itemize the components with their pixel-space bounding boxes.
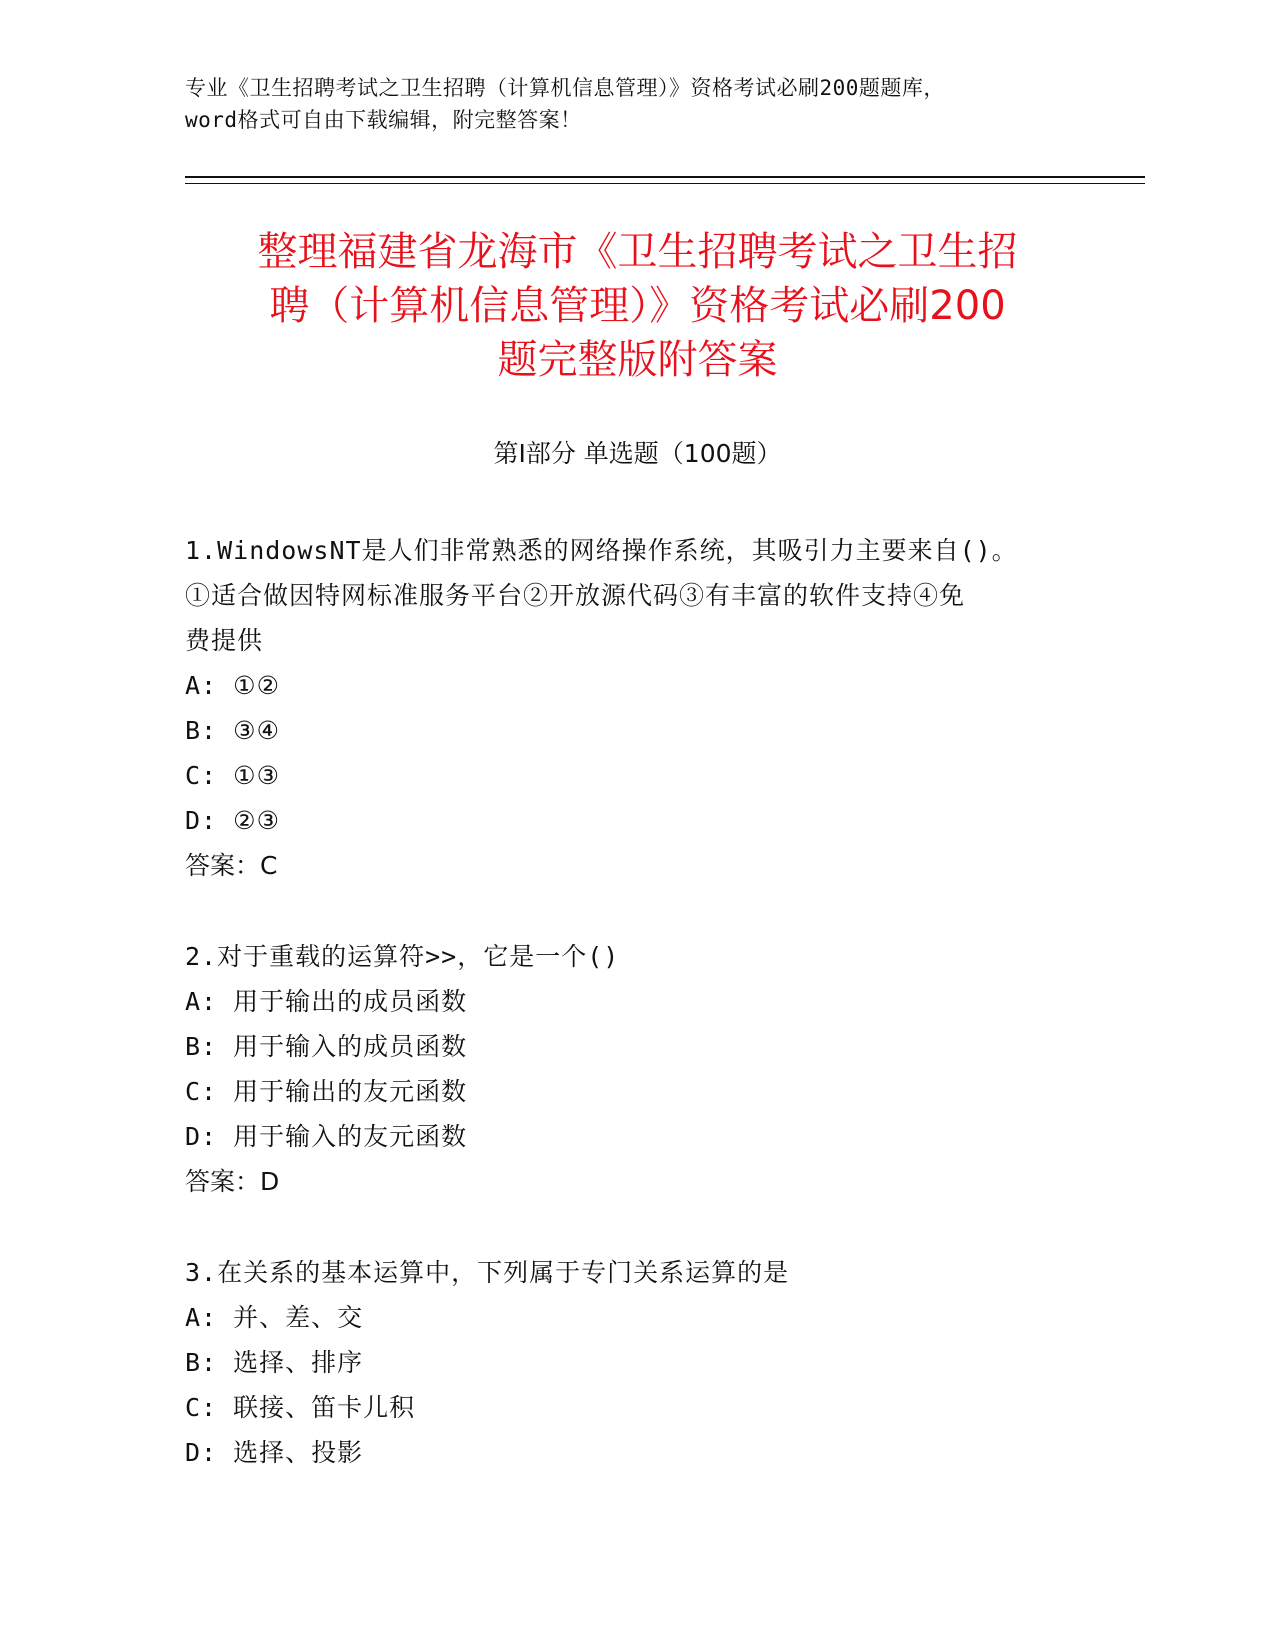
answer-line: 答案：D xyxy=(185,1167,280,1196)
option-a: A: 并、差、交 xyxy=(185,1303,364,1332)
question-stem-line: 1.WindowsNT是人们非常熟悉的网络操作系统，其吸引力主要来自()。 xyxy=(185,536,1018,565)
question-stem-line: 费提供 xyxy=(185,626,264,655)
header-divider-thick xyxy=(185,176,1145,178)
option-d: D: 用于输入的友元函数 xyxy=(185,1122,468,1151)
question-stem-line: ①适合做因特网标准服务平台②开放源代码③有丰富的软件支持④免 xyxy=(185,581,966,610)
header-divider-thin xyxy=(185,183,1145,184)
option-d: D: ②③ xyxy=(185,806,280,835)
document-title-line-1: 整理福建省龙海市《卫生招聘考试之卫生招 xyxy=(257,229,1018,275)
option-c: C: 联接、笛卡儿积 xyxy=(185,1393,416,1422)
document-title-line-3: 题完整版附答案 xyxy=(497,337,778,383)
option-b: B: 选择、排序 xyxy=(185,1348,364,1377)
option-c: C: ①③ xyxy=(185,761,280,790)
question-list xyxy=(185,528,1090,1521)
document-title-line-2: 聘（计算机信息管理）》资格考试必刷200 xyxy=(269,283,1006,329)
question-1 xyxy=(185,528,1090,888)
question-3 xyxy=(185,1250,1090,1475)
option-c: C: 用于输出的友元函数 xyxy=(185,1077,468,1106)
header-note-line-1: 专业《卫生招聘考试之卫生招聘（计算机信息管理）》资格考试必刷200题题库， xyxy=(185,76,945,100)
option-a: A: ①② xyxy=(185,671,280,700)
question-stem-line: 3.在关系的基本运算中，下列属于专门关系运算的是 xyxy=(185,1258,790,1287)
question-2 xyxy=(185,934,1090,1204)
header-note xyxy=(185,72,1085,136)
option-b: B: 用于输入的成员函数 xyxy=(185,1032,468,1061)
answer-line: 答案：C xyxy=(185,851,278,880)
document-title xyxy=(185,225,1090,387)
header-note-line-2: word格式可自由下载编辑，附完整答案！ xyxy=(185,108,582,132)
section-heading: 第Ⅰ部分 单选题（100题） xyxy=(493,439,782,468)
option-b: B: ③④ xyxy=(185,716,280,745)
option-a: A: 用于输出的成员函数 xyxy=(185,987,468,1016)
question-stem-line: 2.对于重载的运算符>>，它是一个() xyxy=(185,942,620,971)
option-d: D: 选择、投影 xyxy=(185,1438,364,1467)
